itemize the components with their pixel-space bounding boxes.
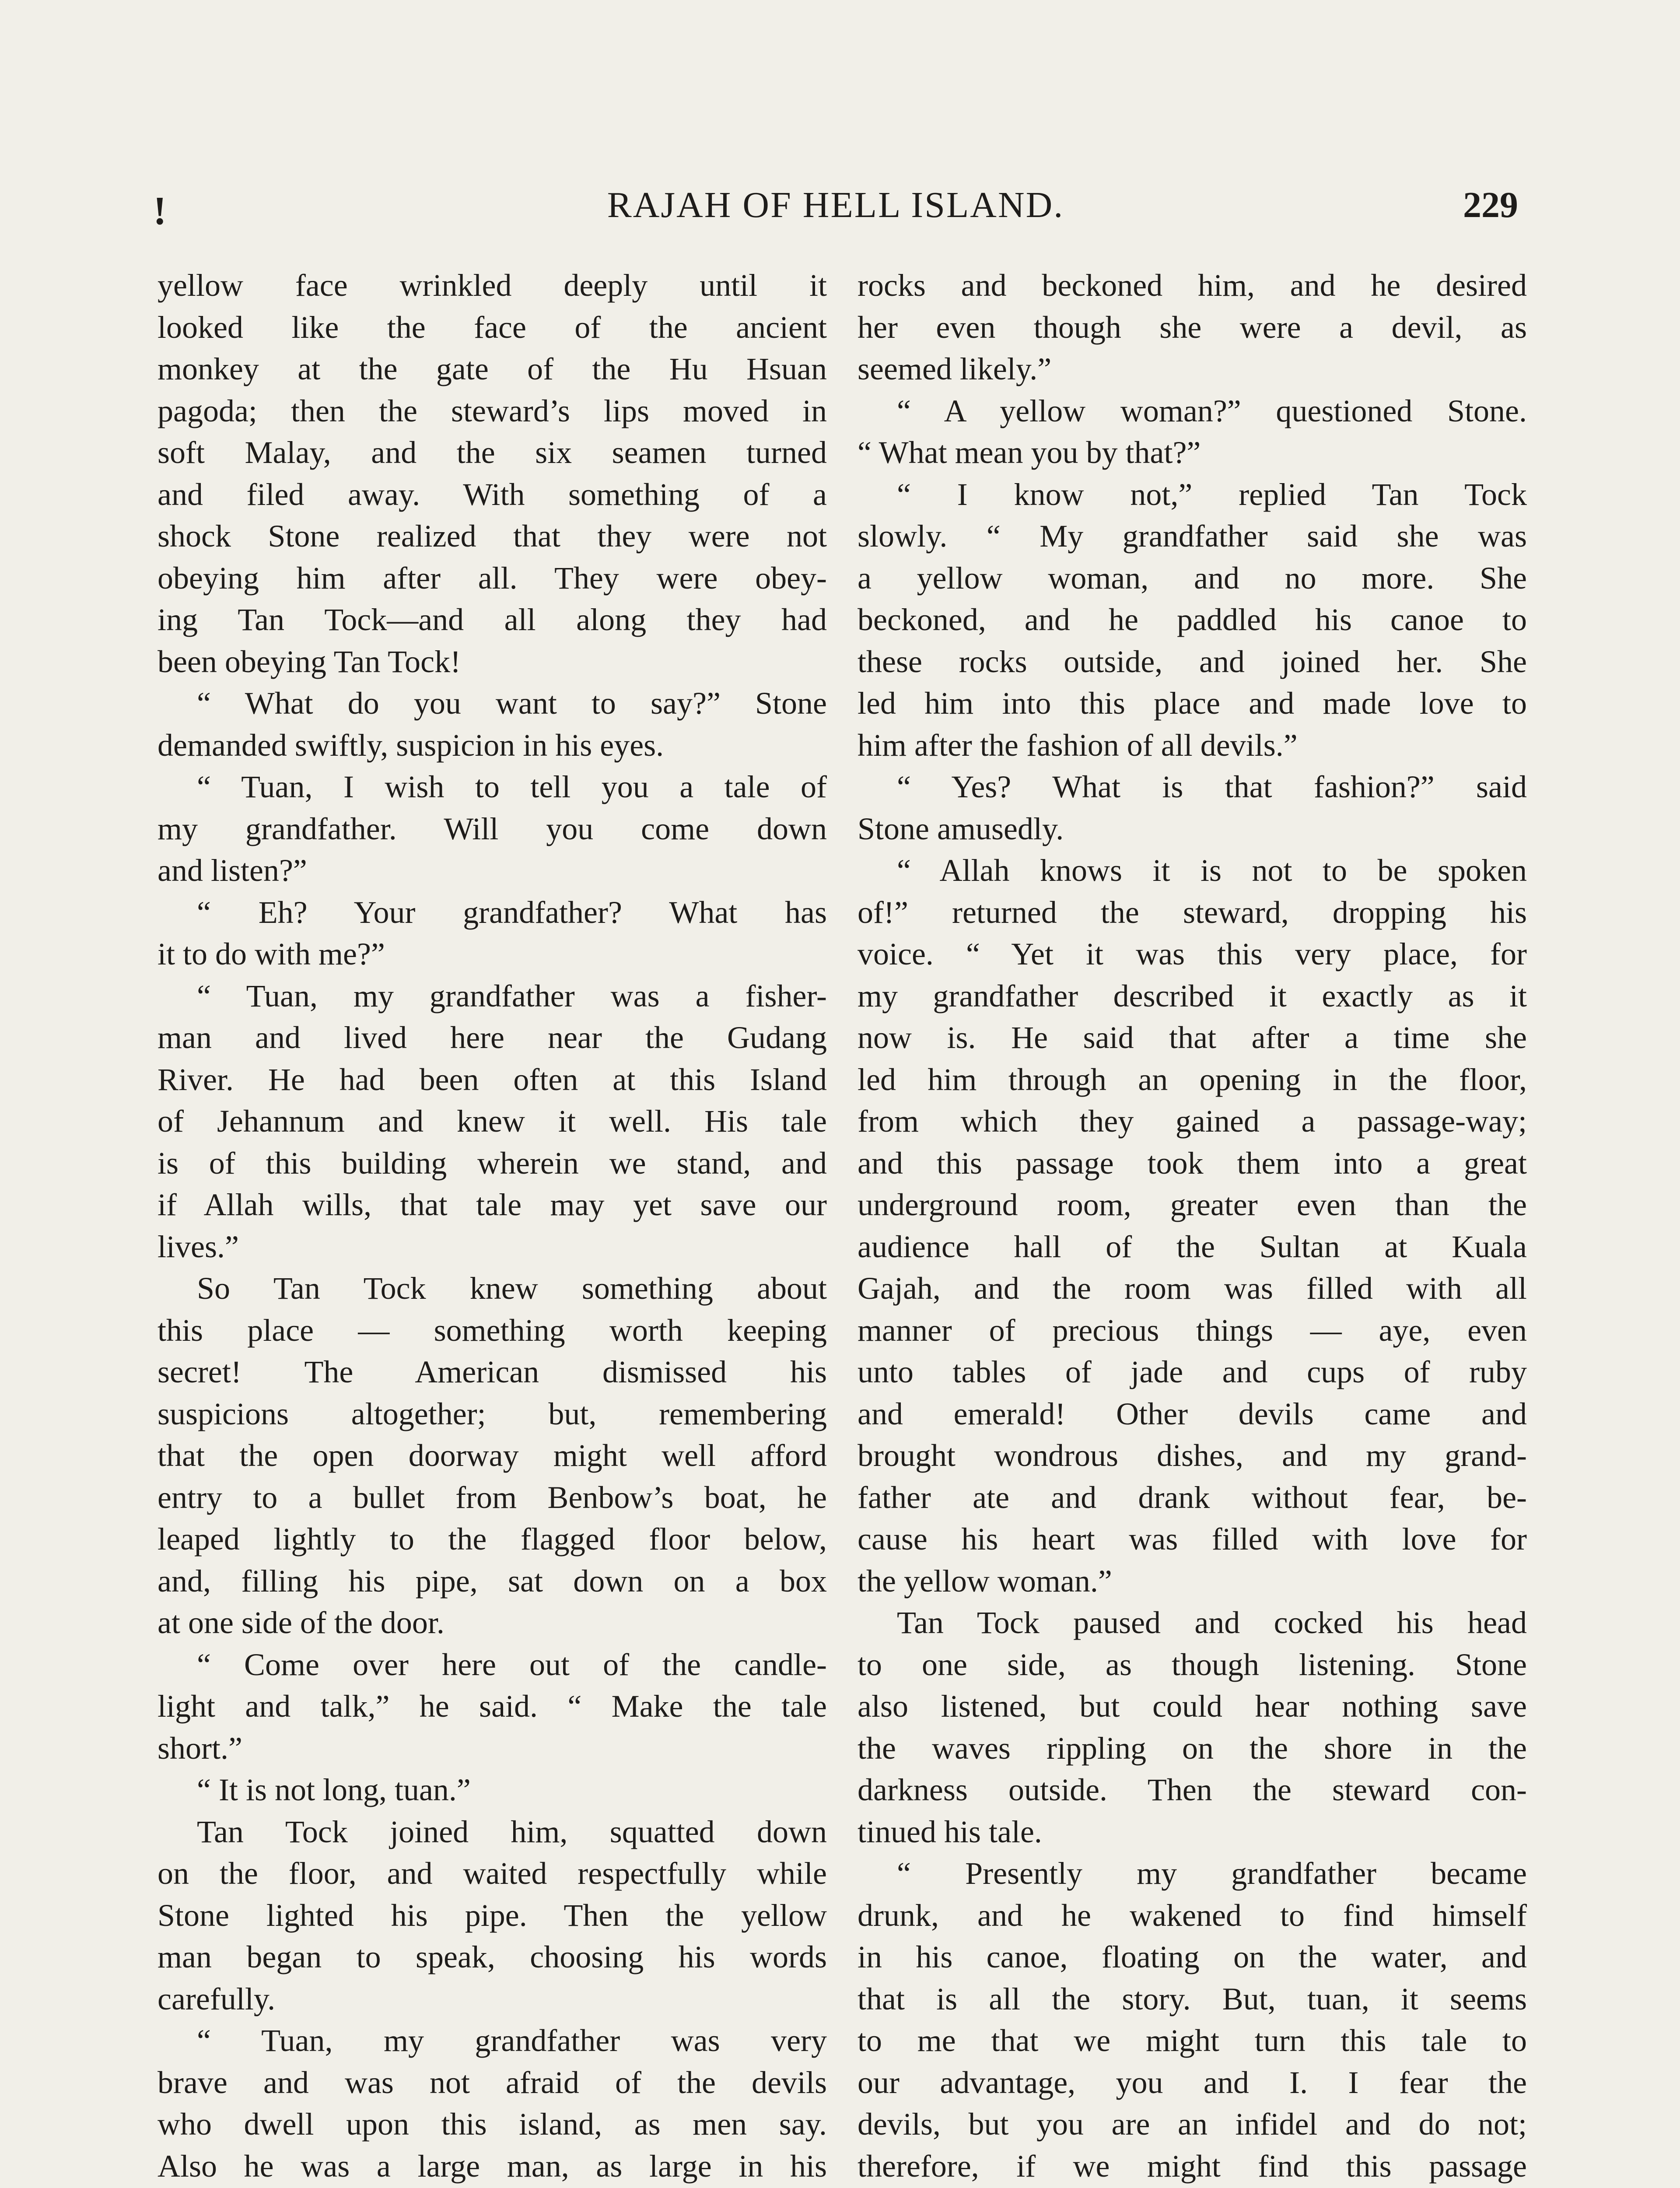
text-line: Stone lighted his pipe. Then the yellow: [158, 1897, 827, 1933]
text-line: looked like the face of the ancient: [158, 309, 827, 345]
text-line: father ate and drank without fear, be-: [858, 1480, 1527, 1515]
text-line: slowly. “ My grandfather said she was: [858, 519, 1527, 554]
text-line: “ I know not,” replied Tan Tock: [897, 477, 1527, 512]
text-line: Tan Tock paused and cocked his head: [897, 1605, 1527, 1640]
text-line: underground room, greater even than the: [858, 1187, 1527, 1222]
text-line: Stone amusedly.: [858, 811, 1064, 846]
text-line: to one side, as though listening. Stone: [858, 1647, 1527, 1682]
text-line: suspicions altogether; but, remembering: [158, 1396, 827, 1431]
text-line: also listened, but could hear nothing save: [858, 1689, 1527, 1724]
text-line: led him into this place and made love to: [858, 686, 1527, 721]
text-line: in his canoe, floating on the water, and: [858, 1939, 1527, 1974]
text-line: “ Presently my grandfather became: [897, 1856, 1527, 1891]
text-line: now is. He said that after a time she: [858, 1020, 1527, 1055]
text-line: and this passage took them into a great: [858, 1145, 1527, 1181]
text-line: these rocks outside, and joined her. She: [858, 644, 1527, 679]
text-line: carefully.: [158, 1981, 276, 2016]
text-line: of Jehannum and knew it well. His tale: [158, 1104, 827, 1139]
text-line: it to do with me?”: [158, 936, 385, 971]
text-line: “ Tuan, my grandfather was very: [197, 2023, 827, 2058]
text-line: my grandfather described it exactly as it: [858, 978, 1527, 1013]
text-line: her even though she were a devil, as: [858, 309, 1527, 345]
text-line: “ Come over here out of the candle-: [197, 1647, 827, 1682]
text-line: lives.”: [158, 1229, 239, 1264]
text-line: who dwell upon this island, as men say.: [158, 2107, 827, 2142]
text-line: light and talk,” he said. “ Make the tale: [158, 1689, 827, 1724]
text-line: if Allah wills, that tale may yet save our: [158, 1187, 827, 1222]
text-line: Tan Tock joined him, squatted down: [197, 1814, 827, 1849]
text-line: the yellow woman.”: [858, 1563, 1112, 1599]
text-line: my grandfather. Will you come down: [158, 811, 827, 846]
text-line: “ It is not long, tuan.”: [197, 1772, 471, 1807]
text-line: unto tables of jade and cups of ruby: [858, 1354, 1527, 1389]
text-line: entry to a bullet from Benbow’s boat, he: [158, 1480, 827, 1515]
text-line: “ A yellow woman?” questioned Stone.: [897, 393, 1527, 428]
text-line: cause his heart was filled with love for: [858, 1522, 1527, 1557]
text-line: seemed likely.”: [858, 351, 1052, 386]
text-line: pagoda; then the steward’s lips moved in: [158, 393, 827, 428]
text-line: and, filling his pipe, sat down on a box: [158, 1563, 827, 1599]
text-line: from which they gained a passage-way;: [858, 1104, 1527, 1139]
text-line: Gajah, and the room was filled with all: [858, 1271, 1527, 1306]
text-line: leaped lightly to the flagged floor below,: [158, 1522, 827, 1557]
text-line: a yellow woman, and no more. She: [858, 560, 1527, 596]
text-line: and listen?”: [158, 853, 307, 888]
text-line: beckoned, and he paddled his canoe to: [858, 602, 1527, 637]
text-line: that is all the story. But, tuan, it seems: [858, 1981, 1527, 2016]
text-line: shock Stone realized that they were not: [158, 519, 827, 554]
text-line: audience hall of the Sultan at Kuala: [858, 1229, 1527, 1264]
text-line: obeying him after all. They were obey-: [158, 560, 827, 596]
text-line: soft Malay, and the six seamen turned: [158, 435, 827, 470]
right-text-column: [858, 265, 1527, 2188]
text-line: man began to speak, choosing his words: [158, 1939, 827, 1974]
text-line: demanded swiftly, suspicion in his eyes.: [158, 727, 664, 763]
text-line: therefore, if we might find this passage: [858, 2148, 1527, 2184]
text-line: secret! The American dismissed his: [158, 1354, 827, 1389]
text-line: Also he was a large man, as large in his: [158, 2148, 827, 2184]
text-line: this place — something worth keeping: [158, 1312, 827, 1348]
text-line: drunk, and he wakened to find himself: [858, 1897, 1527, 1933]
text-line: “ Tuan, I wish to tell you a tale of: [197, 769, 827, 804]
text-line: man and lived here near the Gudang: [158, 1020, 827, 1055]
text-line: voice. “ Yet it was this very place, for: [858, 936, 1527, 971]
text-line: short.”: [158, 1730, 242, 1766]
running-header: [153, 184, 1518, 236]
text-line: to me that we might turn this tale to: [858, 2023, 1527, 2058]
text-line: rocks and beckoned him, and he desired: [858, 268, 1527, 303]
text-line: been obeying Tan Tock!: [158, 644, 461, 679]
text-line: the waves rippling on the shore in the: [858, 1730, 1527, 1766]
text-line: darkness outside. Then the steward con-: [858, 1772, 1527, 1807]
text-line: at one side of the door.: [158, 1605, 444, 1640]
text-line: is of this building wherein we stand, and: [158, 1145, 827, 1181]
running-title: RAJAH OF HELL ISLAND.: [607, 185, 1064, 225]
text-line: monkey at the gate of the Hu Hsuan: [158, 351, 827, 386]
text-line: led him through an opening in the floor,: [858, 1062, 1527, 1097]
left-text-column: [158, 265, 827, 2188]
text-line: brought wondrous dishes, and my grand-: [858, 1438, 1527, 1473]
text-line: manner of precious things — aye, even: [858, 1312, 1527, 1348]
text-line: devils, but you are an infidel and do not;: [858, 2107, 1527, 2142]
text-line: and filed away. With something of a: [158, 477, 827, 512]
text-line: on the floor, and waited respectfully while: [158, 1856, 827, 1891]
text-line: him after the fashion of all devils.”: [858, 727, 1298, 763]
text-line: yellow face wrinkled deeply until it: [158, 268, 827, 303]
text-line: River. He had been often at this Island: [158, 1062, 827, 1097]
text-line: “ Yes? What is that fashion?” said: [897, 769, 1527, 804]
text-line: ing Tan Tock—and all along they had: [158, 602, 827, 637]
text-line: of!” returned the steward, dropping his: [858, 894, 1527, 930]
text-line: our advantage, you and I. I fear the: [858, 2065, 1527, 2100]
text-line: So Tan Tock knew something about: [197, 1271, 827, 1306]
page-number: 229: [1463, 185, 1518, 225]
text-line: and emerald! Other devils came and: [858, 1396, 1527, 1431]
text-line: “ Eh? Your grandfather? What has: [197, 894, 827, 930]
text-line: brave and was not afraid of the devils: [158, 2065, 827, 2100]
text-line: “ Tuan, my grandfather was a fisher-: [197, 978, 827, 1013]
text-line: “ Allah knows it is not to be spoken: [897, 853, 1527, 888]
text-line: “ What do you want to say?” Stone: [197, 686, 827, 721]
text-line: that the open doorway might well afford: [158, 1438, 827, 1473]
text-line: tinued his tale.: [858, 1814, 1042, 1849]
margin-mark: !: [153, 188, 167, 233]
text-line: “ What mean you by that?”: [858, 435, 1201, 470]
